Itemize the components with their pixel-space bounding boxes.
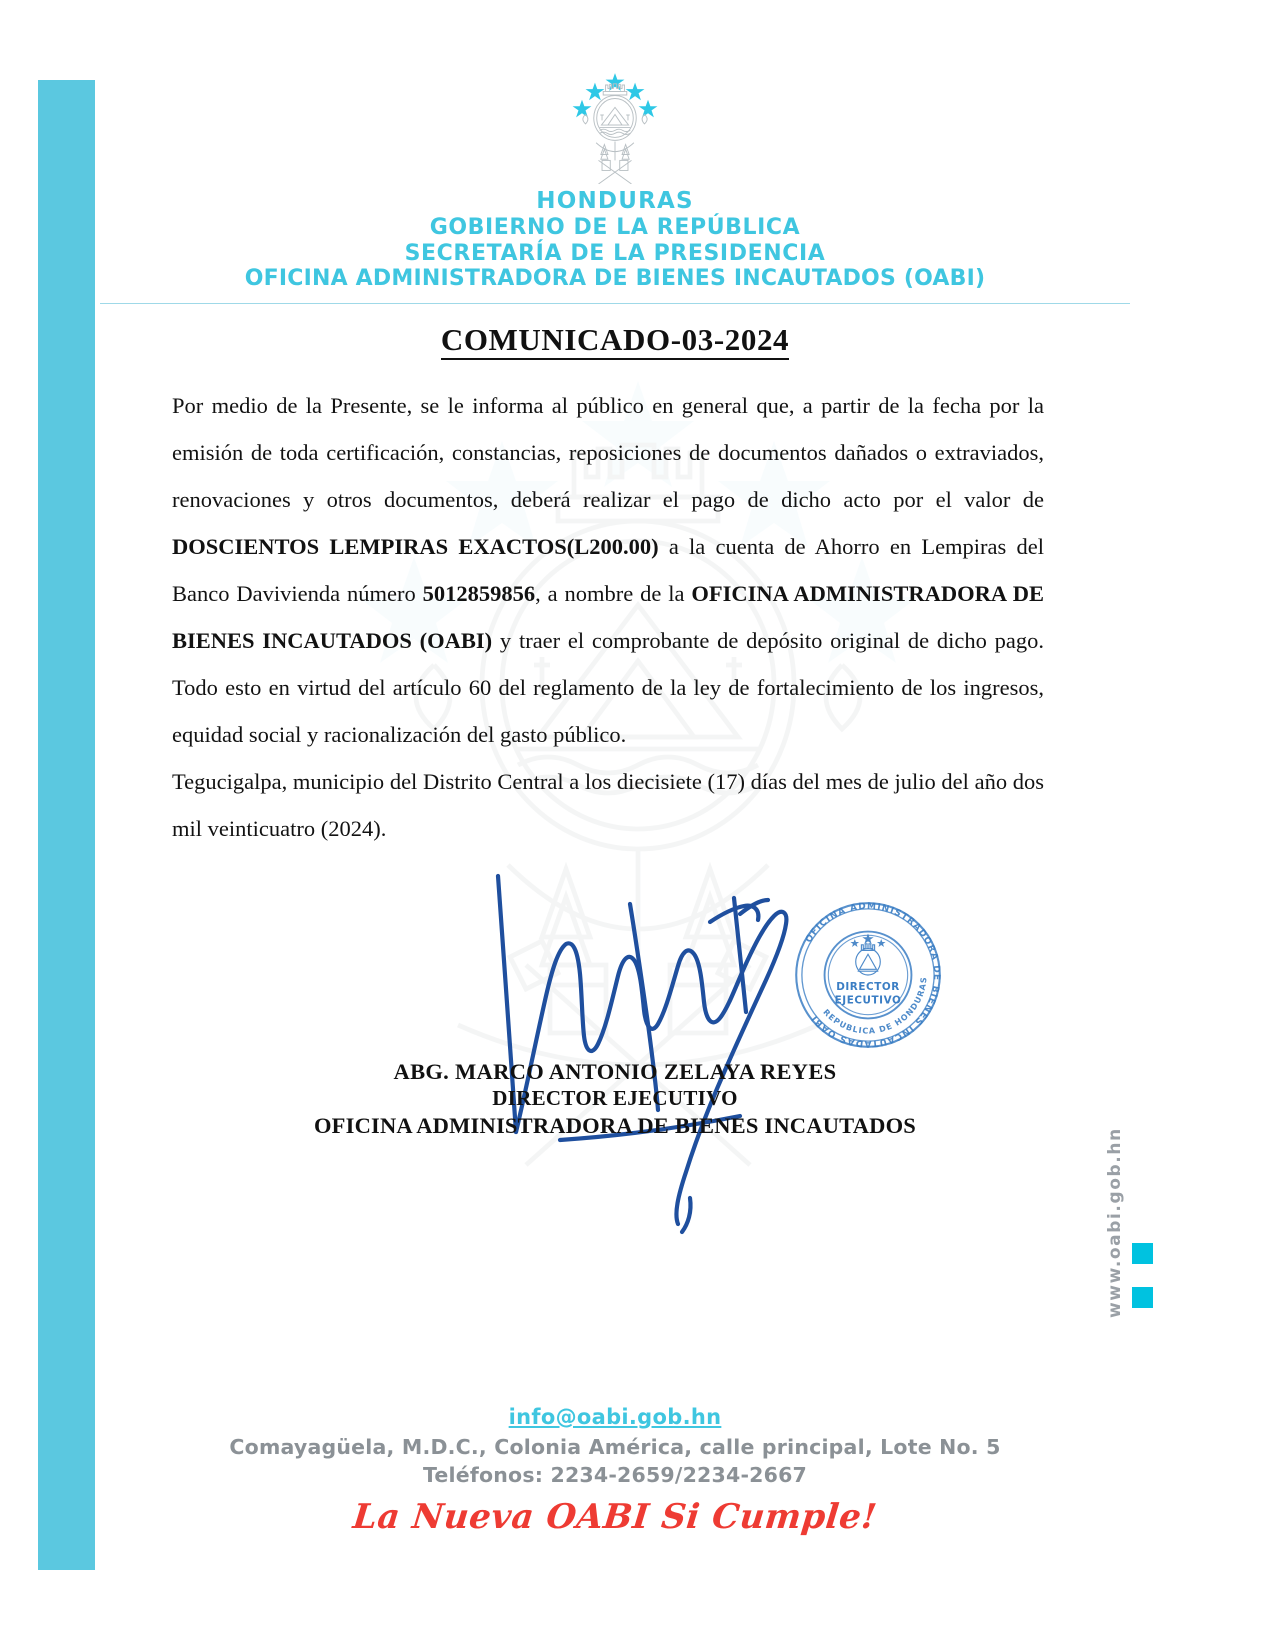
website-vertical-label: www.oabi.gob.hn [1105,1127,1125,1318]
honduras-coat-of-arms-icon [567,72,663,184]
account-number-bold: 5012859856 [422,581,536,606]
institution-slogan: La Nueva OABI Si Cumple! [351,1497,879,1537]
left-accent-bar [38,80,95,1570]
body-text-2: a la cuenta de Ahorro en Lempiras del Banco Davivienda número [172,534,1045,606]
paragraph-main [172,382,1044,758]
svg-text:EJECUTIVO: EJECUTIVO [834,994,902,1007]
header-line-government: GOBIERNO DE LA REPÚBLICA [429,214,801,240]
official-stamp [782,890,954,1060]
document-footer [95,1405,1135,1537]
office-address: Comayagüela, M.D.C., Colonia América, calle principal, Lote No. 5 [229,1435,1001,1459]
header-line-office: OFICINA ADMINISTRADORA DE BIENES INCAUTADOS (OABI) [244,266,986,292]
svg-text:DIRECTOR: DIRECTOR [836,981,900,994]
signer-office: OFICINA ADMINISTRADORA DE BIENES INCAUTADOS [313,1113,917,1138]
header-divider [100,303,1130,304]
accent-square-bottom [1132,1287,1153,1308]
signer-role: DIRECTOR EJECUTIVO [492,1086,738,1110]
svg-text:OFICINA ADMINISTRADORA DE BIEN: OFICINA ADMINISTRADORA DE BIENES INCAUTADAS OABI [804,901,942,1049]
signer-name: ABG. MARCO ANTONIO ZELAYA REYES [393,1059,837,1084]
accent-square-top [1132,1243,1153,1264]
office-name-bold: OFICINA ADMINISTRADORA DE BIENES INCAUTADOS (OABI) [172,581,1044,653]
document-body [172,382,1044,852]
header-line-country: HONDURAS [536,188,694,214]
body-text-3: , a nombre de la [535,581,692,606]
amount-bold: DOSCIENTOS LEMPIRAS EXACTOS(L200.00) [172,534,659,559]
page-title-text: COMUNICADO-03-2024 [441,322,789,360]
signer-block [95,1058,1135,1139]
body-text-4: y traer el comprobante de depósito original de dicho pago. Todo esto en virtud del artículo 60 del reglamento de la ley de fortalecimiento de los ingresos, equidad social y racionalización del gasto público. [172,628,1045,747]
body-text-1: Por medio de la Presente, se le informa al público en general que, a partir de la fecha por la emisión de toda certificación, constancias, reposiciones de documentos dañados o extraviados, renovaciones y otros documentos, deberá realizar el pago de dicho acto por el valor de [172,393,1044,512]
header-line-secretariat: SECRETARÍA DE LA PRESIDENCIA [404,240,826,266]
paragraph-date: Tegucigalpa, municipio del Distrito Central a los diecisiete (17) días del mes de julio del año dos mil veinticuatro (2024). [172,769,1044,841]
page-title [95,322,1135,358]
email-link[interactable]: info@oabi.gob.hn [508,1405,722,1429]
svg-text:REPUBLICA DE HONDURAS: REPUBLICA DE HONDURAS [821,976,929,1036]
document-header [95,72,1135,292]
office-phones: Teléfonos: 2234-2659/2234-2667 [422,1463,808,1487]
